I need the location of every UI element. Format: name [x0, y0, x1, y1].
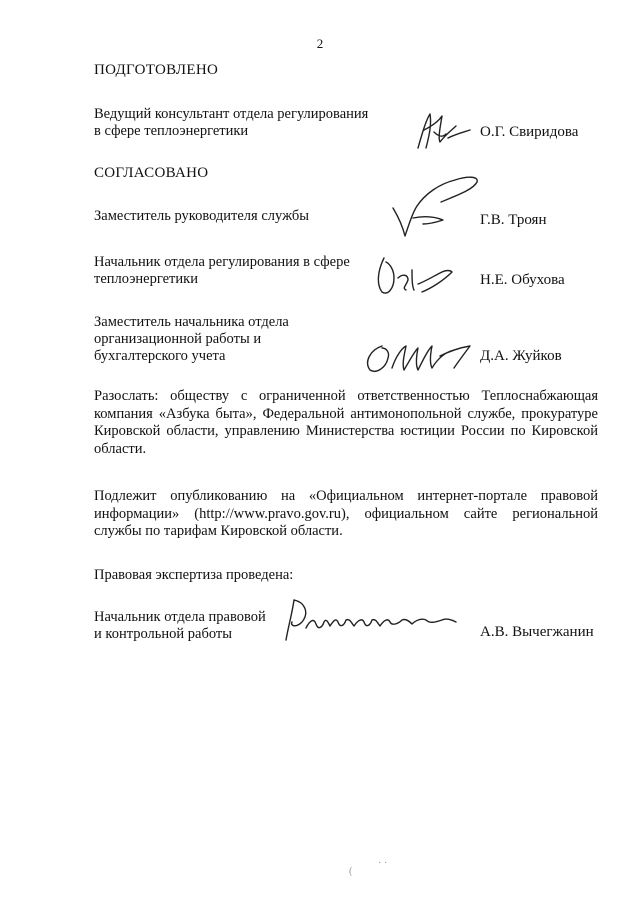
legal-review-name: А.В. Вычегжанин — [480, 624, 594, 640]
legal-review-role-line-2: и контрольной работы — [94, 626, 232, 642]
signatory-2-role-line-2: теплоэнергетики — [94, 271, 198, 287]
signature-sviridova — [408, 108, 476, 154]
agreed-heading: СОГЛАСОВАНО — [94, 165, 209, 181]
signatory-1-role-line-1: Заместитель руководителя службы — [94, 208, 310, 224]
signatory-1-role — [94, 208, 309, 225]
publication-paragraph: Подлежит опубликованию на «Официальном интернет-портале правовой информации» (http://www.pravo.gov.ru), официальном сайте региональной службы по тарифам Кировской области. — [94, 488, 598, 539]
legal-review-role-line-1: Начальник отдела правовой — [94, 609, 266, 625]
signatory-2-role-line-1: Начальник отдела регулирования в сфере — [94, 254, 350, 270]
distribution-paragraph: Разослать: обществу с ограниченной ответственностью Теплоснабжающая компания «Азбука быта», Федеральной антимонопольной службе, прокуратуре Кировской области, управлению Министерства юстиции России по Кировской области. — [94, 388, 598, 457]
legal-review-statement: Правовая экспертиза проведена: — [94, 567, 294, 583]
signatory-3-role-line-1: Заместитель начальника отдела — [94, 314, 289, 330]
prepared-role-line-2: в сфере теплоэнергетики — [94, 123, 249, 139]
signature-vychegzhanin — [280, 592, 462, 648]
page-number: 2 — [316, 36, 324, 51]
signatory-3-role-line-2: организационной работы и — [94, 331, 262, 347]
signatory-3-role — [94, 314, 289, 365]
signature-zhuykov — [362, 334, 478, 380]
prepared-role — [94, 106, 368, 140]
prepared-role-line-1: Ведущий консультант отдела регулирования — [94, 106, 369, 122]
scan-artifact: ( — [349, 866, 353, 877]
signatory-3-name: Д.А. Жуйков — [480, 348, 562, 364]
legal-review-role — [94, 609, 266, 643]
signature-obukhova — [372, 248, 458, 300]
scan-artifact: · · — [378, 858, 388, 869]
signatory-3-role-line-3: бухгалтерского учета — [94, 348, 226, 364]
signatory-2-role — [94, 254, 350, 288]
prepared-heading: ПОДГОТОВЛЕНО — [94, 62, 219, 78]
signatory-2-name: Н.Е. Обухова — [480, 272, 565, 288]
signatory-1-name: Г.В. Троян — [480, 212, 547, 228]
prepared-name: О.Г. Свиридова — [480, 124, 579, 140]
signature-troyan — [385, 166, 485, 242]
